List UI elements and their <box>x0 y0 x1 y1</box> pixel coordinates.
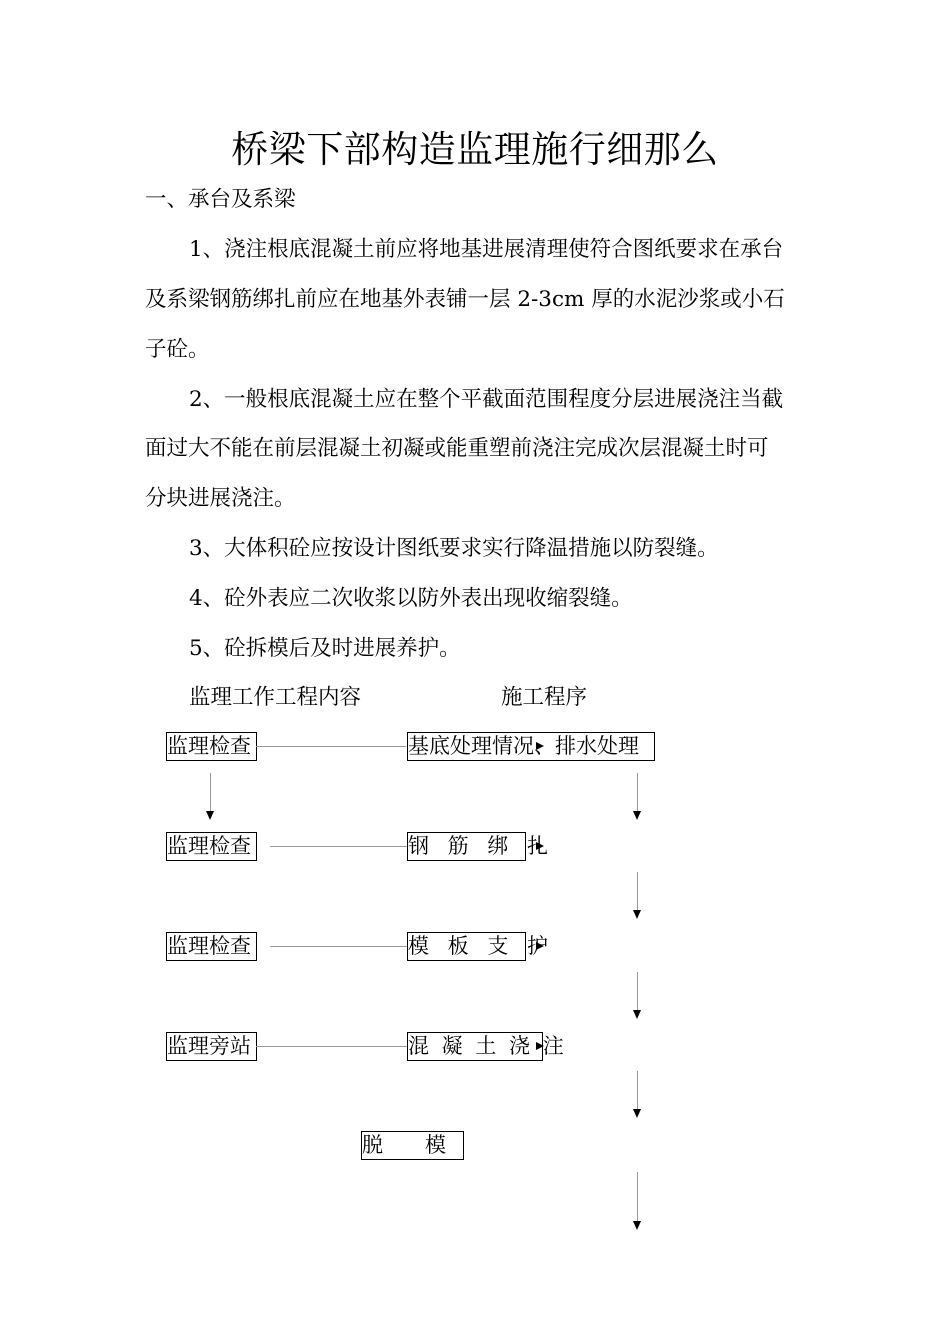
paragraph-2-line-2: 面过大不能在前层混凝土初凝或能重塑前浇注完成次层混凝土时可 <box>145 436 769 461</box>
right-vertical-line-2 <box>637 872 638 910</box>
right-vertical-line-3 <box>637 972 638 1010</box>
process-box-3: 模 板 支 护 <box>407 932 526 961</box>
connector-line-4 <box>256 1046 407 1047</box>
paragraph-2-line-3: 分块进展浇注。 <box>145 486 296 511</box>
flowchart-left-header: 监理工作工程内容 <box>189 685 362 710</box>
paragraph-3: 3、大体积砼应按设计图纸要求实行降温措施以防裂缝。 <box>189 536 719 561</box>
document-title: 桥梁下部构造监理施行细那么 <box>231 128 719 171</box>
arrow-right-1 <box>536 742 544 750</box>
process-box-2: 钢 筋 绑 扎 <box>407 832 526 861</box>
process-box-demolding: 脱 模 <box>361 1131 464 1160</box>
paragraph-1-line-2: 及系梁钢筋绑扎前应在地基外表铺一层 2-3cm 厚的水泥沙浆或小石 <box>145 287 785 312</box>
flowchart-right-header: 施工程序 <box>501 685 588 710</box>
paragraph-1-line-3: 子砼。 <box>145 337 210 362</box>
arrow-right-4 <box>536 1042 544 1050</box>
process-box-1: 基底处理情况、排水处理 <box>407 732 655 761</box>
arrow-right-2 <box>536 842 544 850</box>
left-vertical-line-1 <box>210 773 211 811</box>
process-box-4: 混 凝 土 浇 注 <box>407 1032 543 1061</box>
paragraph-4: 4、砼外表应二次收浆以防外表出现收缩裂缝。 <box>189 586 633 611</box>
supervision-box-1: 监理检查 <box>166 732 257 761</box>
supervision-box-2: 监理检查 <box>166 832 257 861</box>
arrow-down-right-4 <box>633 1109 641 1118</box>
connector-line-2 <box>270 846 407 847</box>
supervision-box-4: 监理旁站 <box>166 1032 257 1061</box>
arrow-right-3 <box>536 942 544 950</box>
supervision-box-3: 监理检查 <box>166 932 257 961</box>
paragraph-2-line-1: 2、一般根底混凝土应在整个平截面范围程度分层进展浇注当截 <box>189 387 784 412</box>
right-vertical-line-4 <box>637 1071 638 1109</box>
arrow-down-right-2 <box>633 910 641 919</box>
section-heading: 一、承台及系梁 <box>145 187 296 212</box>
arrow-down-right-1 <box>633 811 641 820</box>
arrow-down-right-3 <box>633 1010 641 1019</box>
arrow-down-left-1 <box>206 811 214 820</box>
right-vertical-line-1 <box>637 773 638 811</box>
arrow-down-right-5 <box>633 1221 641 1230</box>
connector-line-3 <box>270 946 407 947</box>
paragraph-5: 5、砼拆模后及时进展养护。 <box>189 636 461 661</box>
connector-line-1 <box>256 746 406 747</box>
paragraph-1-line-1: 1、浇注根底混凝土前应将地基进展清理使符合图纸要求在承台 <box>189 237 784 262</box>
right-vertical-line-5 <box>637 1172 638 1222</box>
